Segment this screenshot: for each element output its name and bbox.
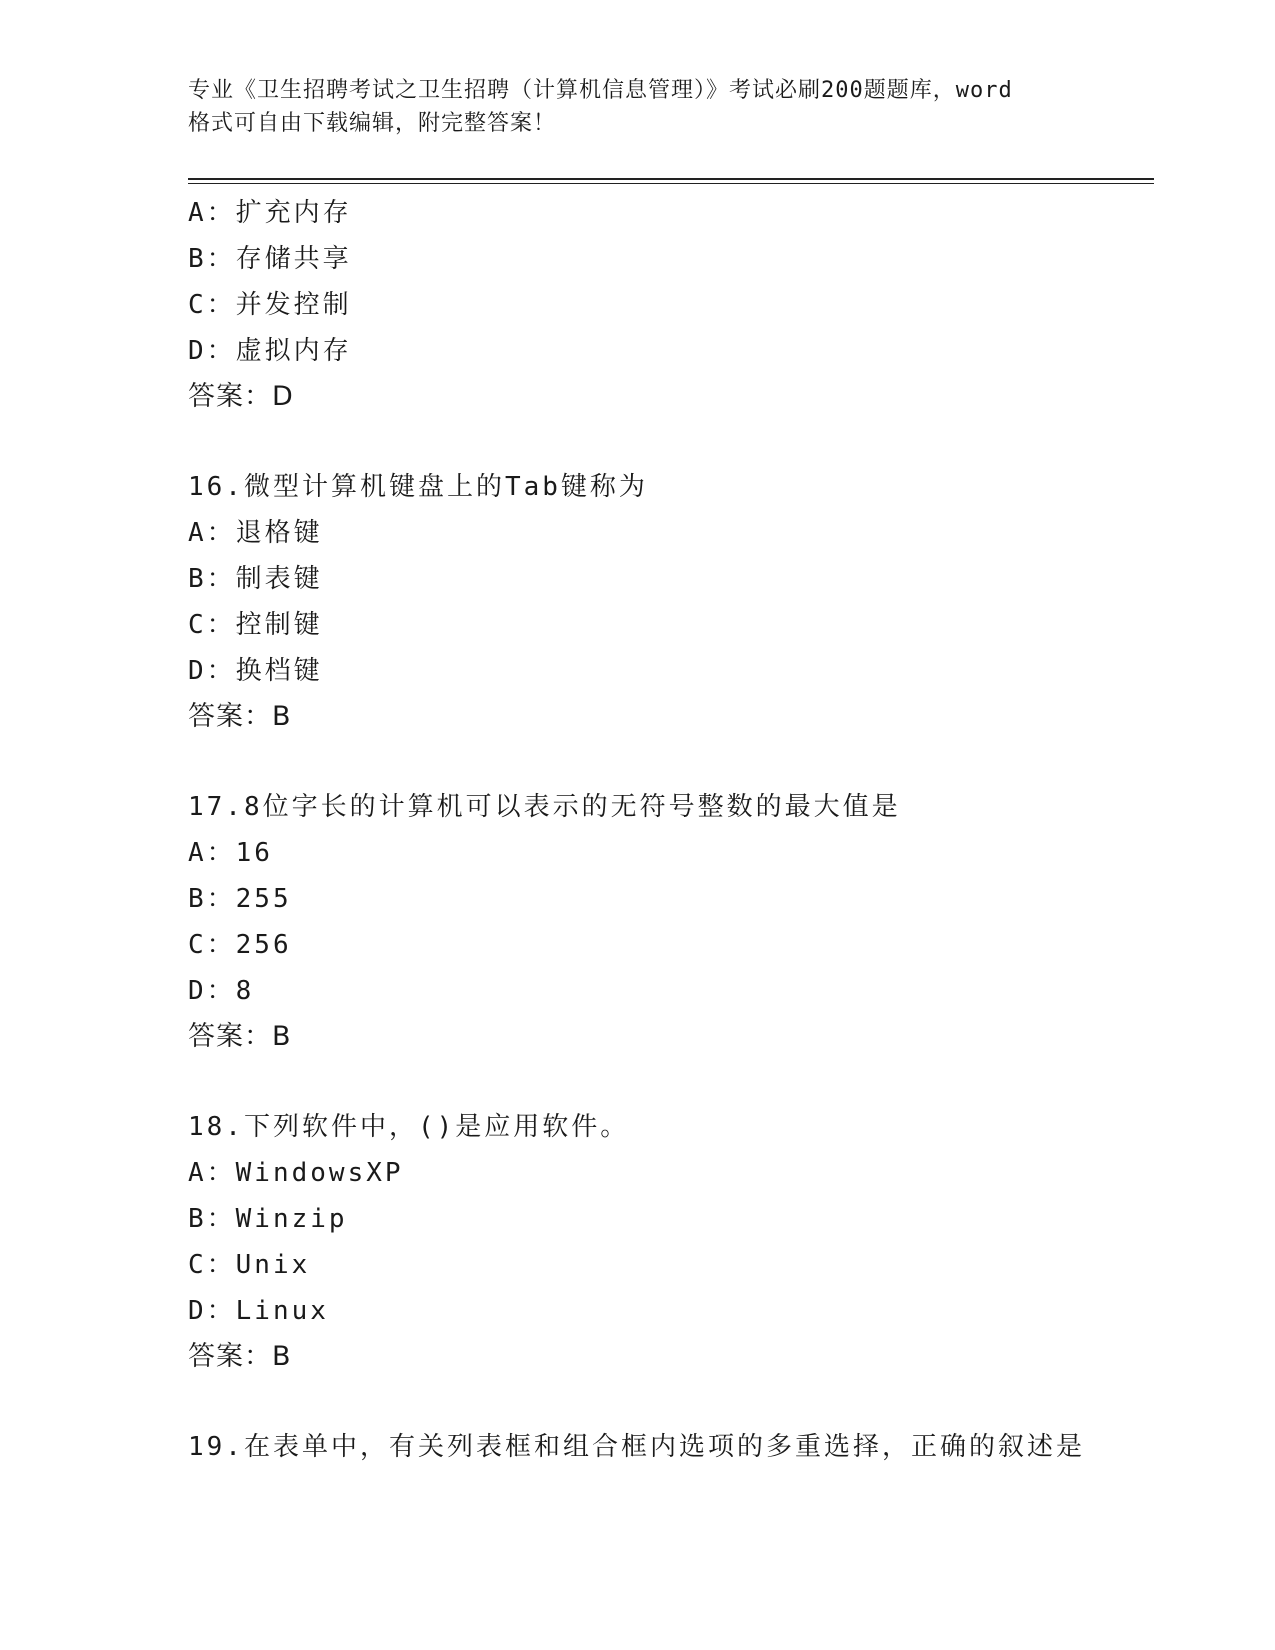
question-block-17 [188,784,1154,1060]
question-block-19 [188,1424,1154,1470]
option-a: A：WindowsXP [188,1158,404,1188]
option-c: C：256 [188,930,292,960]
option-d: D：Linux [188,1296,329,1326]
answer-line: 答案：B [188,1021,292,1052]
document-header [188,74,1088,140]
option-a: A：扩充内存 [188,198,352,228]
option-c: C：Unix [188,1250,311,1280]
option-b: B：制表键 [188,564,323,594]
header-divider-thin [188,183,1154,184]
option-c: C：控制键 [188,610,323,640]
header-line-2: 格式可自由下载编辑，附完整答案！ [188,111,557,136]
question-block-18 [188,1104,1154,1380]
option-a: A：退格键 [188,518,323,548]
option-a: A：16 [188,838,273,868]
option-b: B：255 [188,884,292,914]
option-d: D：8 [188,976,255,1006]
question-text: 16.微型计算机键盘上的Tab键称为 [188,472,648,502]
option-d: D：换档键 [188,656,323,686]
question-text: 18.下列软件中，()是应用软件。 [188,1112,630,1142]
option-d: D：虚拟内存 [188,336,352,366]
answer-line: 答案：B [188,701,292,732]
option-b: B：存储共享 [188,244,352,274]
header-divider-thick [188,178,1154,180]
header-line-1: 专业《卫生招聘考试之卫生招聘（计算机信息管理）》考试必刷200题题库，word [188,78,1013,103]
answer-line: 答案：D [188,381,294,412]
answer-line: 答案：B [188,1341,292,1372]
option-b: B：Winzip [188,1204,348,1234]
option-c: C：并发控制 [188,290,352,320]
question-list [188,190,1154,1470]
question-block-15 [188,190,1154,420]
question-block-16 [188,464,1154,740]
question-text: 19.在表单中，有关列表框和组合框内选项的多重选择，正确的叙述是 [188,1432,1085,1462]
question-text: 17.8位字长的计算机可以表示的无符号整数的最大值是 [188,792,901,822]
